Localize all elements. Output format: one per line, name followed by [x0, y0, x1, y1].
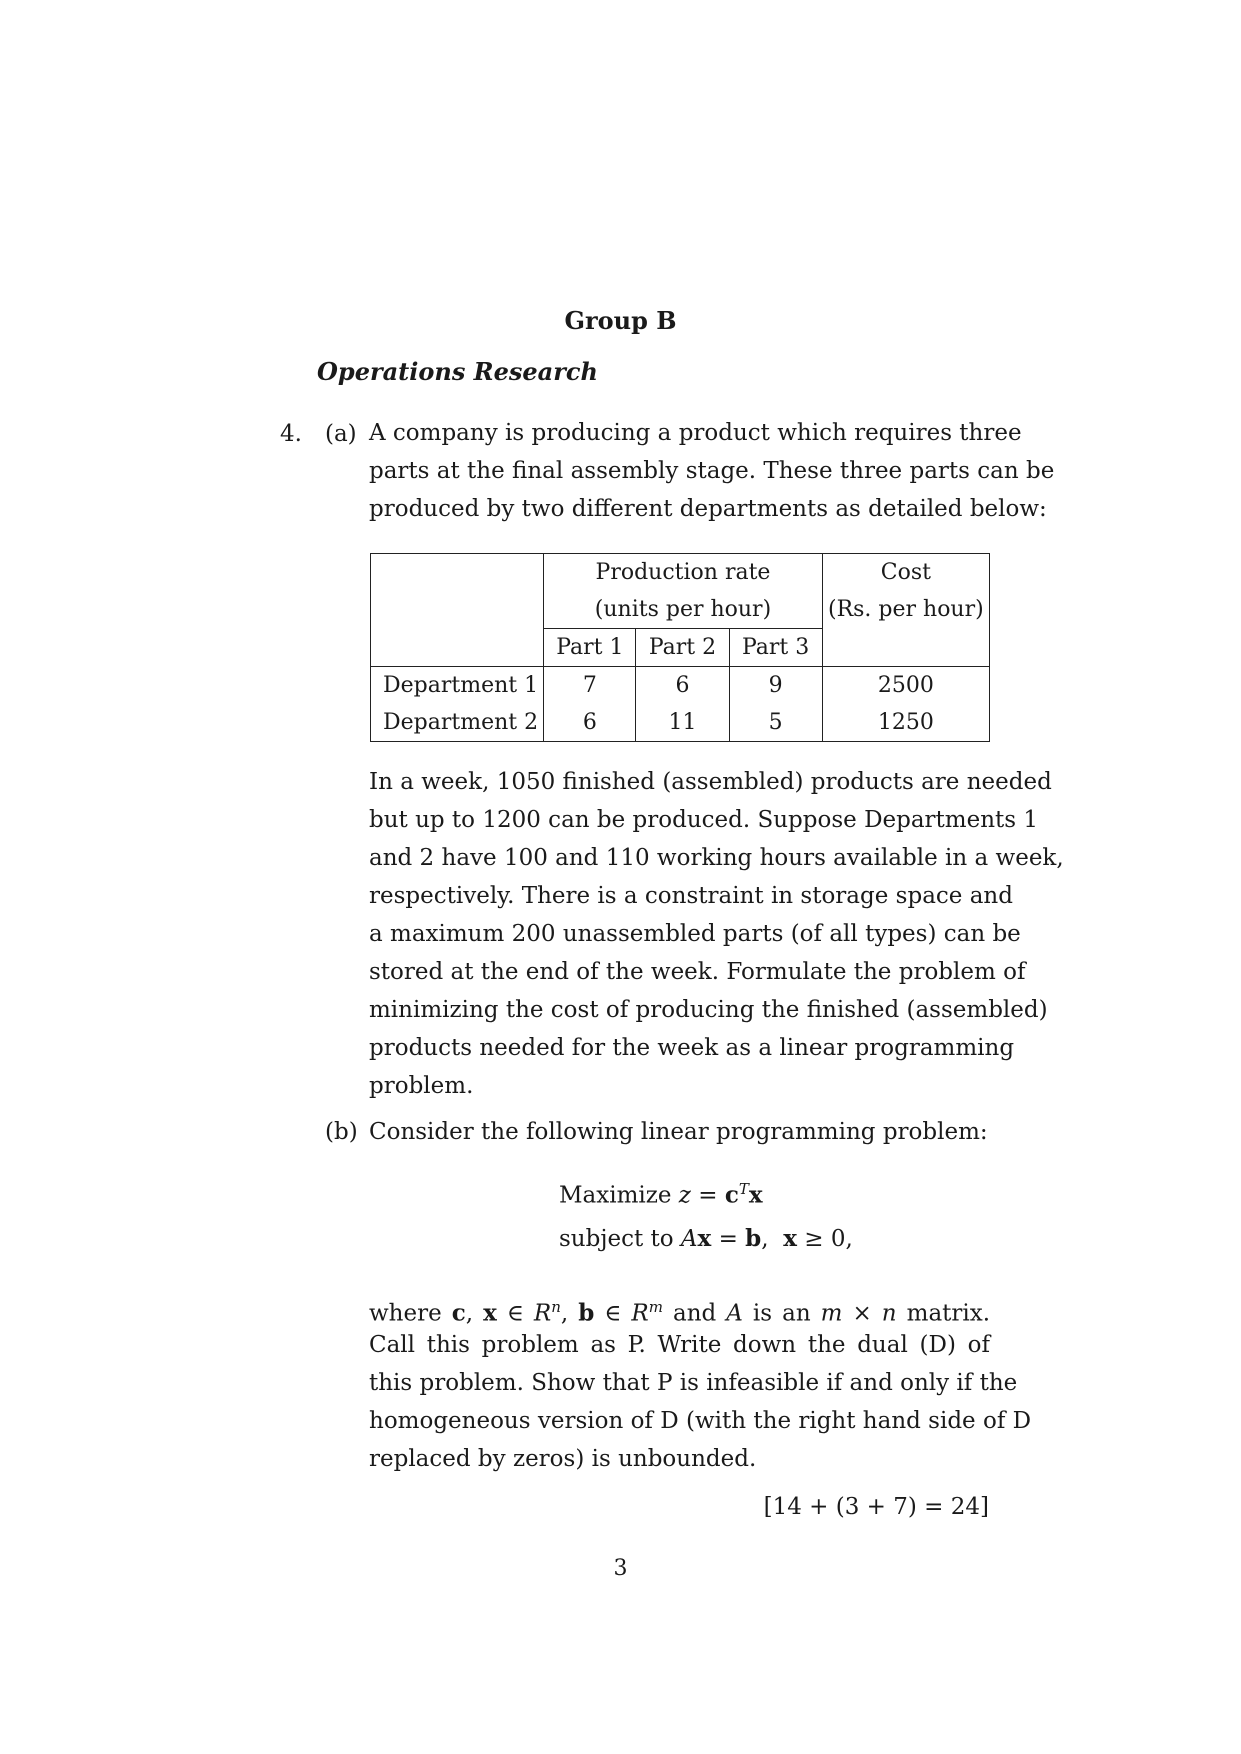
- cost-cell: 2500: [822, 667, 989, 705]
- empty-header-cell: [371, 554, 544, 667]
- cost-cell: 1250: [822, 704, 989, 742]
- text-line: parts at the final assembly stage. These three parts can be: [369, 458, 1055, 484]
- text-line: a maximum 200 unassembled parts (of all types) can be: [369, 921, 1021, 947]
- rate-cell: 9: [729, 667, 822, 705]
- question-number: 4.: [280, 421, 302, 447]
- rate-cell: 6: [636, 667, 729, 705]
- text-line: stored at the end of the week. Formulate the problem of: [369, 959, 1026, 985]
- part-b-body: [369, 1288, 1032, 1478]
- production-table: [370, 553, 990, 742]
- rate-cell: 11: [636, 704, 729, 742]
- cost-header-line2: (Rs. per hour): [827, 597, 984, 622]
- department-name: Department 2: [371, 704, 544, 742]
- marks-allocation: [14 + (3 + 7) = 24]: [763, 1494, 989, 1520]
- rate-cell: 7: [544, 667, 636, 705]
- text-line: Call this problem as P. Write down the dual (D) of: [369, 1332, 990, 1358]
- text-line: this problem. Show that P is infeasible if and only if the: [369, 1370, 1018, 1396]
- text-line: but up to 1200 can be produced. Suppose Departments 1: [369, 807, 1039, 833]
- text-line: A company is producing a product which requires three: [369, 420, 1022, 446]
- part-a-label: (a): [325, 421, 357, 447]
- text-line: minimizing the cost of producing the finished (assembled): [369, 997, 1048, 1023]
- table-row: [371, 667, 990, 705]
- rate-cell: 6: [544, 704, 636, 742]
- constraint-line: subject to Ax = b, x ≥ 0,: [559, 1225, 853, 1252]
- department-name: Department 1: [371, 667, 544, 705]
- group-title: Group B: [564, 306, 677, 335]
- production-rate-header: Production rate: [544, 554, 822, 592]
- production-rate-units: (units per hour): [544, 591, 822, 629]
- part-b-label: (b): [325, 1119, 358, 1145]
- text-line: problem.: [369, 1073, 474, 1099]
- maximize-word: Maximize: [559, 1182, 672, 1209]
- rate-cell: 5: [729, 704, 822, 742]
- text-line: replaced by zeros) is unbounded.: [369, 1446, 757, 1472]
- part-header: Part 2: [636, 629, 729, 667]
- subject-to-word: subject to: [559, 1226, 674, 1252]
- text-line: produced by two different departments as detailed below:: [369, 496, 1047, 522]
- part-header: Part 3: [729, 629, 822, 667]
- part-a-body: [369, 763, 1064, 1105]
- text-line: homogeneous version of D (with the right hand side of D: [369, 1408, 1032, 1434]
- part-a-intro: [369, 414, 1055, 528]
- part-b-intro: Consider the following linear programming problem:: [369, 1119, 988, 1145]
- objective-line: Maximize $z = c^Tx$: [559, 1180, 763, 1209]
- text-line: products needed for the week as a linear programming: [369, 1035, 1015, 1061]
- math-text-line: where c, x ∈ $R^n$, b ∈ $R^m$ and A is an m × n matrix.: [369, 1298, 991, 1327]
- part-header: Part 1: [544, 629, 636, 667]
- text-line: respectively. There is a constraint in storage space and: [369, 883, 1013, 909]
- page-number: 3: [613, 1556, 628, 1581]
- section-title: Operations Research: [317, 357, 598, 386]
- text-line: In a week, 1050 finished (assembled) products are needed: [369, 769, 1052, 795]
- cost-header: [822, 554, 989, 667]
- cost-header-line1: Cost: [880, 560, 931, 585]
- table-row: [371, 704, 990, 742]
- text-line: and 2 have 100 and 110 working hours available in a week,: [369, 845, 1064, 871]
